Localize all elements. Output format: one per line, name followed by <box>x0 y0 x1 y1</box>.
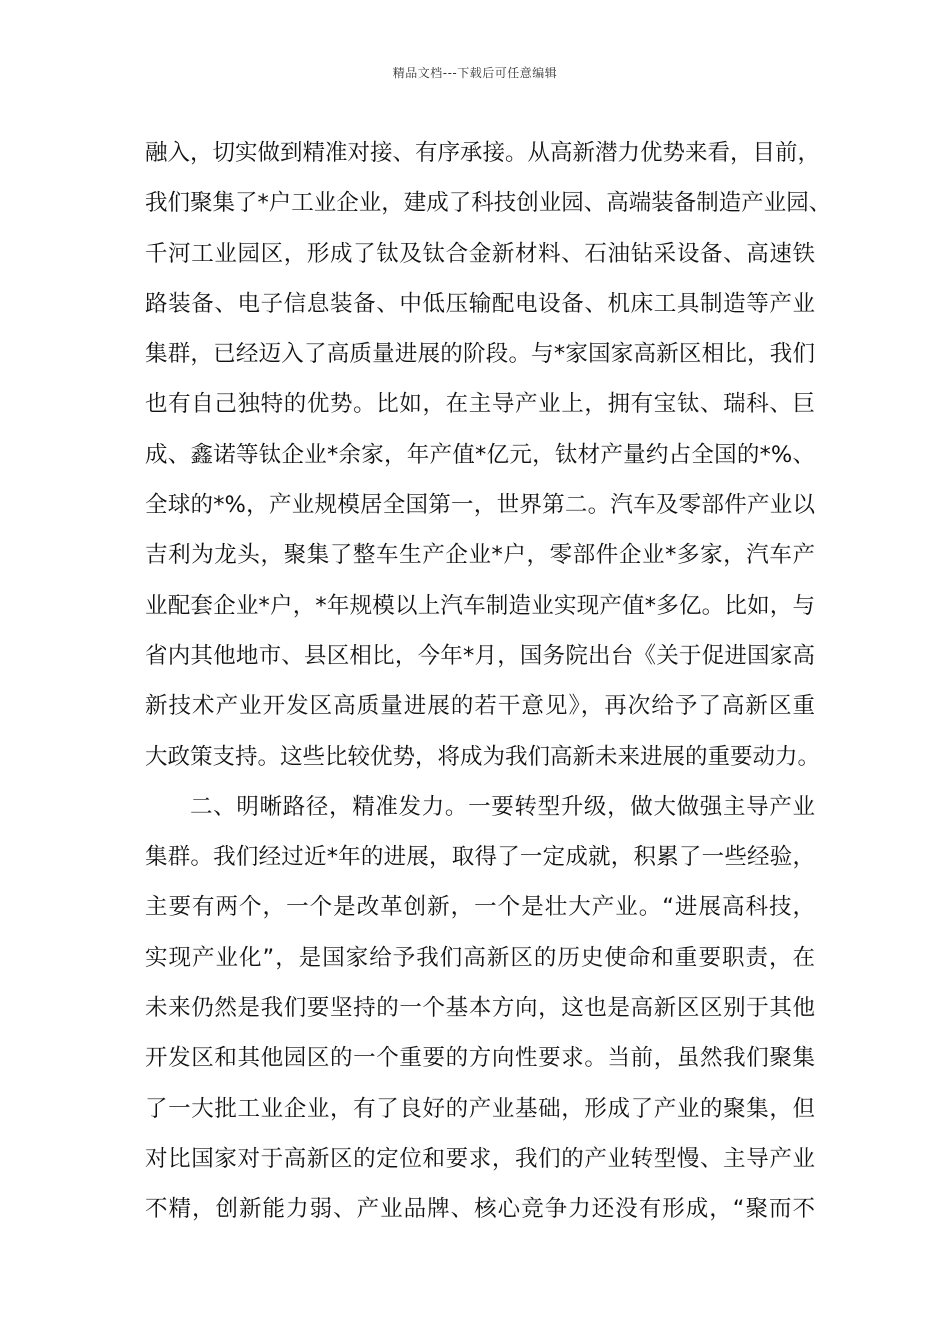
text-line: 主要有两个，一个是改革创新，一个是壮大产业。“进展高科技， <box>145 894 815 921</box>
paragraph-end-line: 大政策支持。这些比较优势，将成为我们高新未来进展的重要动力。 <box>145 743 821 770</box>
text-line: 开发区和其他园区的一个重要的方向性要求。当前，虽然我们聚集 <box>145 1045 815 1072</box>
text-line: 对比国家对于高新区的定位和要求，我们的产业转型慢、主导产业 <box>145 1145 815 1172</box>
text-line: 不精，创新能力弱、产业品牌、核心竞争力还没有形成，“聚而不 <box>145 1196 815 1223</box>
text-line: 新技术产业开发区高质量进展的若干意见》，再次给予了高新区重 <box>145 693 815 720</box>
text-line: 路装备、电子信息装备、中低压输配电设备、机床工具制造等产业 <box>145 290 815 317</box>
section-heading-line: 二、明晰路径，精准发力。一要转型升级，做大做强主导产业 <box>190 793 815 820</box>
text-line: 也有自己独特的优势。比如，在主导产业上，拥有宝钛、瑞科、巨 <box>145 391 815 418</box>
text-line: 集群。我们经过近*年的进展，取得了一定成就，积累了一些经验， <box>145 844 815 871</box>
text-line: 我们聚集了*户工业企业，建成了科技创业园、高端装备制造产业园、 <box>145 190 832 217</box>
text-line: 实现产业化”，是国家给予我们高新区的历史使命和重要职责，在 <box>145 944 815 971</box>
page-header: 精品文档---下载后可任意编辑 <box>392 66 558 80</box>
text-line: 未来仍然是我们要坚持的一个基本方向，这也是高新区区别于其他 <box>145 995 815 1022</box>
text-line: 成、鑫诺等钛企业*余家，年产值*亿元，钛材产量约占全国的*%、 <box>145 441 815 468</box>
text-line: 吉利为龙头，聚集了整车生产企业*户，零部件企业*多家，汽车产 <box>145 542 815 569</box>
body-text <box>145 128 832 1235</box>
text-line: 省内其他地市、县区相比，今年*月，国务院出台《关于促进国家高 <box>145 642 815 669</box>
text-line: 业配套企业*户，*年规模以上汽车制造业实现产值*多亿。比如，与 <box>145 592 815 619</box>
text-line: 全球的*%，产业规模居全国第一，世界第二。汽车及零部件产业以 <box>145 492 815 519</box>
text-line: 千河工业园区，形成了钛及钛合金新材料、石油钻采设备、高速铁 <box>145 240 815 267</box>
text-line: 集群，已经迈入了高质量进展的阶段。与*家国家高新区相比，我们 <box>145 341 815 368</box>
text-line: 了一大批工业企业，有了良好的产业基础，形成了产业的聚集，但 <box>145 1095 815 1122</box>
text-line: 融入，切实做到精准对接、有序承接。从高新潜力优势来看，目前， <box>145 140 821 166</box>
